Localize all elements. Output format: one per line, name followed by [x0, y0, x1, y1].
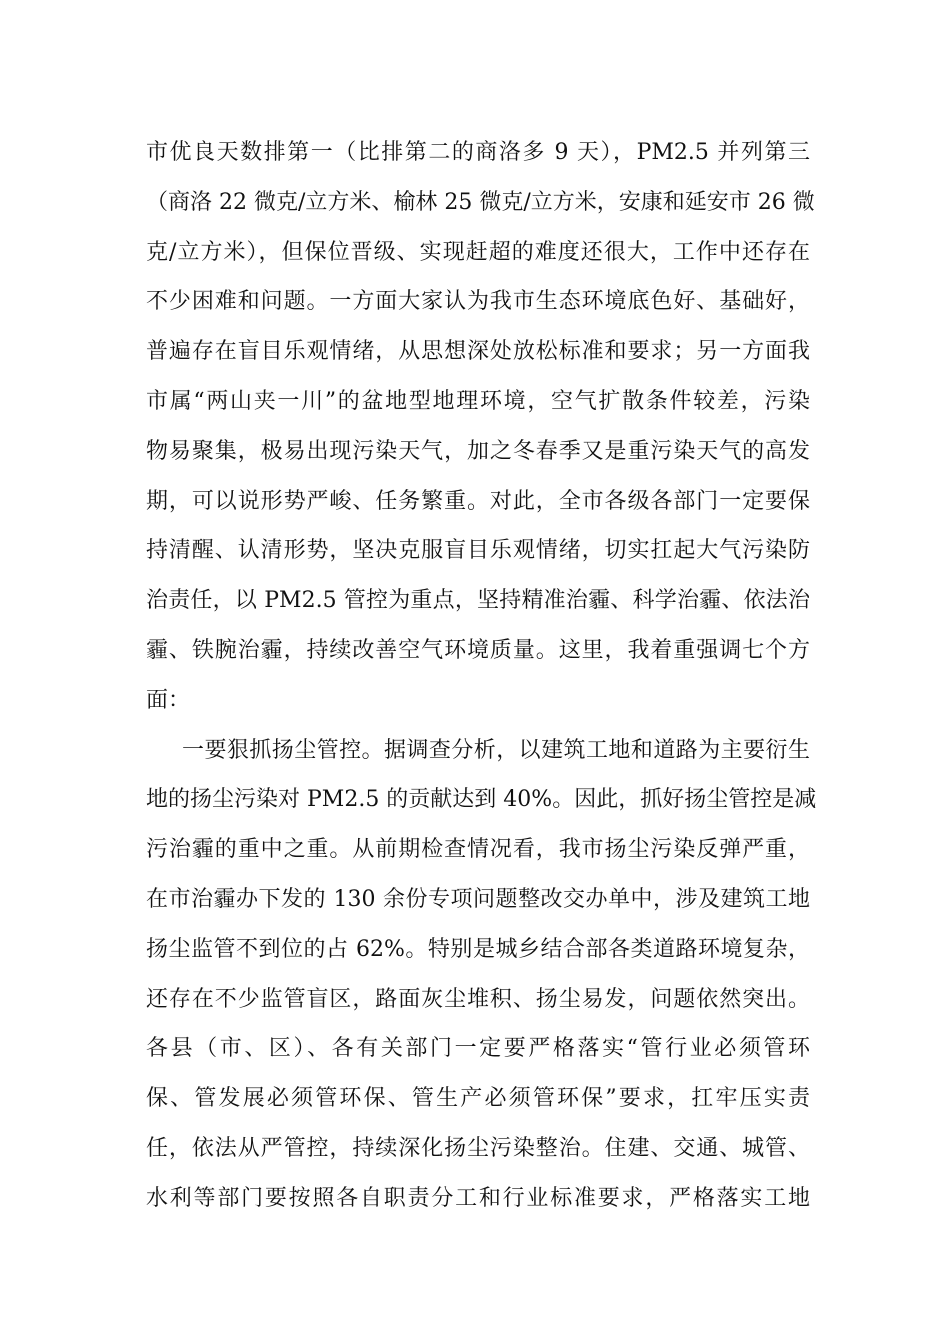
text-line: 普遍存在盲目乐观情绪，从思想深处放松标准和要求；另一方面我 — [146, 339, 810, 365]
text-line: 污治霾的重中之重。从前期检查情况看，我市扬尘污染反弹严重， — [146, 837, 810, 863]
text-line: 克/立方米），但保位晋级、实现赶超的难度还很大，工作中还存在 — [146, 239, 810, 265]
paragraph-first-line: 一要狠抓扬尘管控。据调查分析，以建筑工地和道路为主要衍生 — [182, 737, 810, 763]
text-line: 扬尘监管不到位的占 62%。特别是城乡结合部各类道路环境复杂， — [146, 936, 810, 962]
text-line: 持清醒、认清形势，坚决克服盲目乐观情绪，切实扛起大气污染防 — [146, 538, 810, 564]
text-line: 还存在不少监管盲区，路面灰尘堆积、扬尘易发，问题依然突出。 — [146, 986, 810, 1012]
text-line: 任，依法从严管控，持续深化扬尘污染整治。住建、交通、城管、 — [146, 1135, 810, 1161]
text-line: 霾、铁腕治霾，持续改善空气环境质量。这里，我着重强调七个方 — [146, 637, 810, 663]
text-line: 地的扬尘污染对 PM2.5 的贡献达到 40%。因此，抓好扬尘管控是减 — [146, 787, 817, 813]
text-line: 市优良天数排第一（比排第二的商洛多 9 天），PM2.5 并列第三 — [146, 140, 810, 165]
text-line: 治责任，以 PM2.5 管控为重点，坚持精准治霾、科学治霾、依法治 — [146, 588, 810, 614]
text-line: 物易聚集，极易出现污染天气，加之冬春季又是重污染天气的高发 — [146, 438, 810, 464]
text-line: 保、管发展必须管环保、管生产必须管环保”要求，扛牢压实责 — [146, 1086, 810, 1112]
text-line: 水利等部门要按照各自职责分工和行业标准要求，严格落实工地 — [146, 1185, 810, 1211]
text-line: 面： — [146, 687, 191, 713]
text-line: 市属“两山夹一川”的盆地型地理环境，空气扩散条件较差，污染 — [146, 388, 810, 414]
text-line: 在市治霾办下发的 130 余份专项问题整改交办单中，涉及建筑工地 — [146, 886, 810, 912]
text-line: （商洛 22 微克/立方米、榆林 25 微克/立方米，安康和延安市 26 微 — [146, 189, 815, 215]
text-line: 不少困难和问题。一方面大家认为我市生态环境底色好、基础好， — [146, 289, 810, 315]
text-line: 各县（市、区）、各有关部门一定要严格落实“管行业必须管环 — [146, 1036, 810, 1062]
text-line: 期，可以说形势严峻、任务繁重。对此，全市各级各部门一定要保 — [146, 488, 810, 514]
body-text — [146, 128, 817, 1224]
